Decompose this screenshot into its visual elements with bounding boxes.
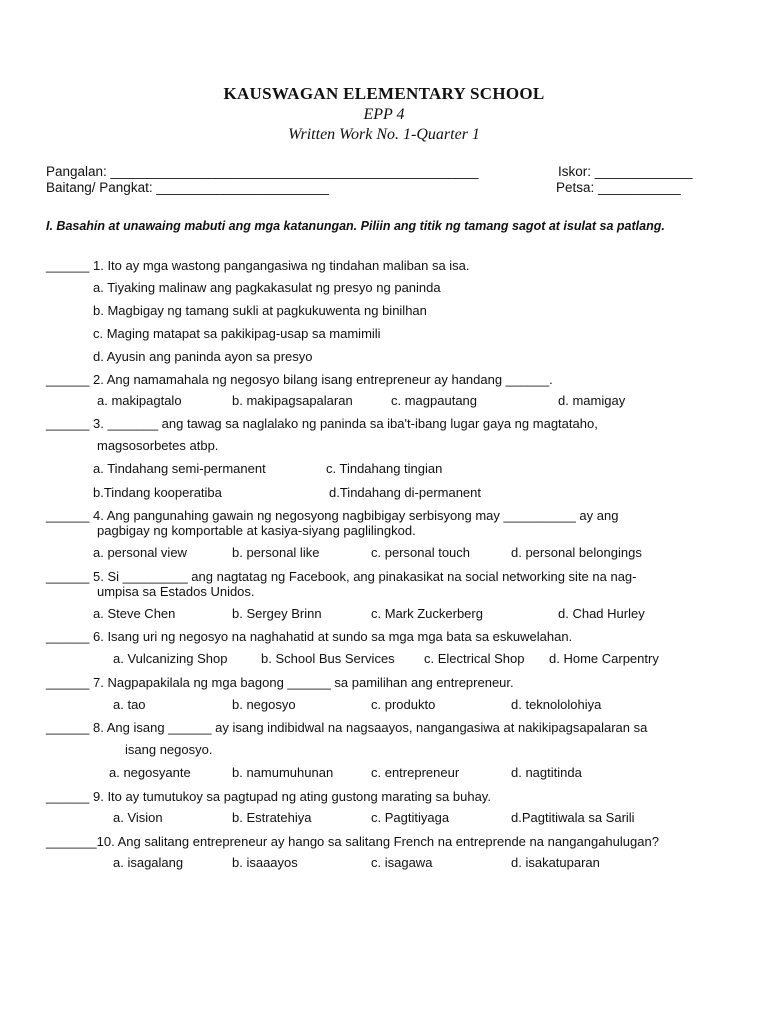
q8-option-d: d. nagtitinda: [511, 765, 582, 780]
q7-option-b: b. negosyo: [232, 697, 296, 712]
q6-option-c: c. Electrical Shop: [424, 651, 525, 666]
q4-option-c: c. personal touch: [371, 545, 471, 560]
q4-option-b: b. personal like: [232, 545, 320, 560]
q10-option-a: a. isagalang: [113, 855, 184, 870]
q9-option-d: d.Pagtitiwala sa Sarili: [511, 810, 635, 825]
grade-section-field: Baitang/ Pangkat: _______________________: [46, 180, 330, 195]
name-field: Pangalan: _________________________________________________: [46, 164, 479, 179]
instructions: I. Basahin at unawaing mabuti ang mga katanungan. Piliin ang titik ng tamang sagot at isulat sa patlang.: [46, 219, 665, 233]
question-8: ______ 8. Ang isang ______ ay isang indibidwal na nagsaayos, nangangasiwa at nakikipagsapalaran sa: [46, 720, 648, 735]
q7-option-a: a. tao: [113, 697, 146, 712]
q2-option-c: c. magpautang: [391, 393, 478, 408]
school-name: KAUSWAGAN ELEMENTARY SCHOOL: [223, 84, 545, 103]
q3-option-a: a. Tindahang semi-permanent: [93, 461, 266, 476]
q1-option-c: c. Maging matapat sa pakikipag-usap sa mamimili: [93, 326, 381, 341]
q10-option-d: d. isakatuparan: [511, 855, 600, 870]
question-10: _______10. Ang salitang entrepreneur ay hango sa salitang French na entreprende na nangangahulugan?: [46, 834, 659, 849]
question-8-continued: isang negosyo.: [125, 742, 213, 757]
question-5: ______ 5. Si _________ ang nagtatag ng Facebook, ang pinakasikat na social networking site na nag-: [46, 569, 637, 584]
score-field: Iskor: _____________: [558, 164, 693, 179]
q6-option-b: b. School Bus Services: [261, 651, 395, 666]
q2-option-a: a. makipagtalo: [97, 393, 182, 408]
q5-option-a: a. Steve Chen: [93, 606, 176, 621]
q2-option-d: d. mamigay: [558, 393, 626, 408]
q7-option-d: d. teknololohiya: [511, 697, 602, 712]
question-3: ______ 3. _______ ang tawag sa naglalako ng paninda sa iba't-ibang lugar gaya ng magtataho,: [46, 416, 598, 431]
q8-option-a: a. negosyante: [109, 765, 191, 780]
q10-option-b: b. isaaayos: [232, 855, 298, 870]
date-field: Petsa: ___________: [556, 180, 681, 195]
question-7: ______ 7. Nagpapakilala ng mga bagong ______ sa pamilihan ang entrepreneur.: [46, 675, 514, 690]
q1-option-d: d. Ayusin ang paninda ayon sa presyo: [93, 349, 313, 364]
q3-option-c: c. Tindahang tingian: [326, 461, 443, 476]
question-6: ______ 6. Isang uri ng negosyo na naghahatid at sundo sa mga mga bata sa eskuwelahan.: [46, 629, 573, 644]
q5-option-b: b. Sergey Brinn: [232, 606, 322, 621]
q5-option-c: c. Mark Zuckerberg: [371, 606, 483, 621]
work-title: Written Work No. 1-Quarter 1: [288, 126, 480, 143]
q3-option-d: d.Tindahang di-permanent: [329, 485, 482, 500]
q9-option-a: a. Vision: [113, 810, 163, 825]
q5-option-d: d. Chad Hurley: [558, 606, 645, 621]
q3-option-b: b.Tindang kooperatiba: [93, 485, 222, 500]
q4-option-d: d. personal belongings: [511, 545, 642, 560]
q1-option-b: b. Magbigay ng tamang sukli at pagkukuwenta ng binilhan: [93, 303, 427, 318]
q7-option-c: c. produkto: [371, 697, 436, 712]
q9-option-c: c. Pagtitiyaga: [371, 810, 450, 825]
question-2: ______ 2. Ang namamahala ng negosyo bilang isang entrepreneur ay handang ______.: [46, 372, 553, 387]
question-3-continued: magsosorbetes atbp.: [97, 438, 219, 453]
q1-option-a: a. Tiyaking malinaw ang pagkakasulat ng presyo ng paninda: [93, 280, 441, 295]
subject-title: EPP 4: [363, 106, 405, 123]
q8-option-b: b. namumuhunan: [232, 765, 334, 780]
q6-option-a: a. Vulcanizing Shop: [113, 651, 228, 666]
question-5-continued: umpisa sa Estados Unidos.: [97, 584, 255, 599]
question-9: ______ 9. Ito ay tumutukoy sa pagtupad ng ating gustong marating sa buhay.: [46, 789, 491, 804]
question-4-continued: pagbigay ng komportable at kasiya-siyang paglilingkod.: [97, 523, 416, 538]
q4-option-a: a. personal view: [93, 545, 187, 560]
question-4: ______ 4. Ang pangunahing gawain ng negosyong nagbibigay serbisyong may __________ ay ang: [46, 508, 619, 523]
q8-option-c: c. entrepreneur: [371, 765, 460, 780]
q10-option-c: c. isagawa: [371, 855, 433, 870]
q6-option-d: d. Home Carpentry: [549, 651, 659, 666]
question-1: ______ 1. Ito ay mga wastong pangangasiwa ng tindahan maliban sa isa.: [46, 258, 470, 273]
q2-option-b: b. makipagsapalaran: [232, 393, 353, 408]
q9-option-b: b. Estratehiya: [232, 810, 312, 825]
